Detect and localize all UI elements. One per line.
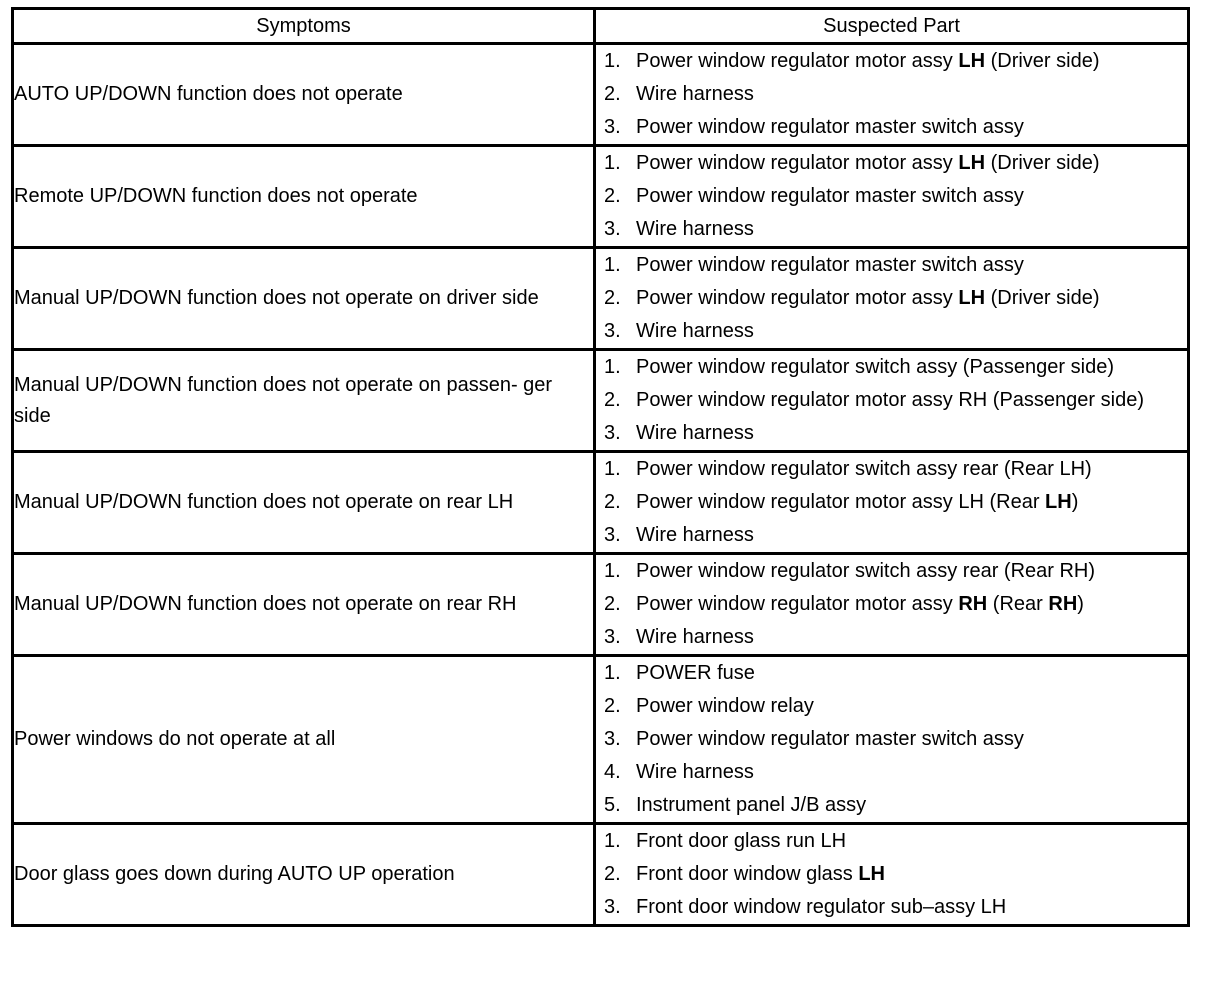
suspected-part-item	[604, 417, 1179, 450]
suspected-part-item	[604, 45, 1179, 78]
table-row	[13, 554, 1189, 656]
item-text-segment: Power window regulator motor assy RH (Passenger side)	[636, 389, 1144, 411]
item-text-segment: Wire harness	[636, 761, 754, 783]
item-number: 2.	[604, 287, 621, 309]
item-text-segment: )	[1071, 491, 1079, 513]
item-text	[636, 417, 1179, 450]
item-number: 1.	[604, 458, 621, 480]
item-text	[636, 825, 1179, 858]
suspected-part-item	[604, 78, 1179, 111]
item-number: 2.	[604, 695, 621, 717]
table-row	[13, 146, 1189, 248]
symptom-cell: AUTO UP/DOWN function does not operate	[13, 44, 595, 146]
item-number: 2.	[604, 185, 621, 207]
item-text	[636, 384, 1179, 417]
item-text-segment: Wire harness	[636, 626, 754, 648]
suspected-part-cell	[595, 656, 1189, 824]
item-text-segment: Wire harness	[636, 218, 754, 240]
table-row	[13, 656, 1189, 824]
suspected-part-item	[604, 486, 1179, 519]
suspected-part-item	[604, 621, 1179, 654]
item-text-bold-segment: LH	[1045, 491, 1072, 513]
item-number: 3.	[604, 524, 621, 546]
item-number: 1.	[604, 254, 621, 276]
item-text-segment: (Driver side)	[985, 287, 1100, 309]
symptom-cell: Manual UP/DOWN function does not operate on rear RH	[13, 554, 595, 656]
item-number: 1.	[604, 662, 621, 684]
suspected-part-list	[596, 555, 1187, 654]
item-text	[636, 486, 1179, 519]
item-text-segment: Front door glass run LH	[636, 830, 847, 852]
suspected-part-item	[604, 384, 1179, 417]
item-text	[636, 45, 1179, 78]
item-number: 1.	[604, 560, 621, 582]
column-header-suspected-part: Suspected Part	[595, 9, 1189, 44]
item-text	[636, 180, 1179, 213]
item-number: 1.	[604, 356, 621, 378]
item-number: 3.	[604, 896, 621, 918]
item-text	[636, 315, 1179, 348]
table-row	[13, 824, 1189, 926]
item-number: 3.	[604, 320, 621, 342]
suspected-part-list	[596, 657, 1187, 822]
suspected-part-list	[596, 351, 1187, 450]
item-text-segment: Wire harness	[636, 524, 754, 546]
symptom-cell: Manual UP/DOWN function does not operate on rear LH	[13, 452, 595, 554]
symptom-cell: Door glass goes down during AUTO UP operation	[13, 824, 595, 926]
item-text-segment: Power window regulator motor assy	[636, 152, 959, 174]
item-text-segment: Power window regulator switch assy (Passenger side)	[636, 356, 1114, 378]
item-text-segment: Power window regulator master switch assy	[636, 254, 1024, 276]
item-text-bold-segment: RH	[1048, 593, 1078, 615]
symptom-cell: Power windows do not operate at all	[13, 656, 595, 824]
suspected-part-item	[604, 657, 1179, 690]
table-row	[13, 350, 1189, 452]
item-number: 3.	[604, 116, 621, 138]
item-number: 2.	[604, 491, 621, 513]
item-number: 2.	[604, 83, 621, 105]
suspected-part-cell	[595, 350, 1189, 452]
suspected-part-item	[604, 789, 1179, 822]
item-text	[636, 657, 1179, 690]
item-text-segment: (Driver side)	[985, 50, 1100, 72]
item-text	[636, 858, 1179, 891]
header-row	[13, 9, 1189, 44]
item-text-bold-segment: LH	[958, 152, 986, 174]
suspected-part-item	[604, 588, 1179, 621]
suspected-part-list	[596, 45, 1187, 144]
suspected-part-list	[596, 249, 1187, 348]
item-text-segment: Power window regulator master switch assy	[636, 116, 1024, 138]
item-text-segment: Power window regulator switch assy rear (Rear RH)	[636, 560, 1096, 582]
symptom-cell: Remote UP/DOWN function does not operate	[13, 146, 595, 248]
item-number: 5.	[604, 794, 621, 816]
item-text-segment: Front door window glass	[636, 863, 859, 885]
item-text	[636, 213, 1179, 246]
suspected-part-item	[604, 555, 1179, 588]
item-text-segment: (Driver side)	[985, 152, 1100, 174]
suspected-part-cell	[595, 248, 1189, 350]
item-text	[636, 453, 1179, 486]
suspected-part-cell	[595, 824, 1189, 926]
item-text-segment: )	[1077, 593, 1084, 615]
item-text-segment: Power window regulator motor assy LH (Rear	[636, 491, 1046, 513]
suspected-part-item	[604, 111, 1179, 144]
item-text-segment: Power window relay	[636, 695, 814, 717]
item-text	[636, 351, 1179, 384]
item-text	[636, 249, 1179, 282]
suspected-part-item	[604, 519, 1179, 552]
item-text-segment: Power window regulator motor assy	[636, 593, 959, 615]
suspected-part-list	[596, 147, 1187, 246]
item-text	[636, 789, 1179, 822]
symptom-cell: Manual UP/DOWN function does not operate on driver side	[13, 248, 595, 350]
suspected-part-cell	[595, 554, 1189, 656]
item-number: 2.	[604, 389, 621, 411]
item-number: 3.	[604, 422, 621, 444]
item-text-bold-segment: LH	[958, 287, 986, 309]
item-text-segment: POWER fuse	[636, 662, 755, 684]
suspected-part-item	[604, 858, 1179, 891]
column-header-symptoms: Symptoms	[13, 9, 595, 44]
item-text-segment: Wire harness	[636, 83, 754, 105]
item-number: 3.	[604, 218, 621, 240]
item-text-segment: Power window regulator master switch assy	[636, 185, 1024, 207]
item-number: 1.	[604, 50, 621, 72]
item-number: 4.	[604, 761, 621, 783]
suspected-part-item	[604, 315, 1179, 348]
suspected-part-item	[604, 213, 1179, 246]
table-row	[13, 44, 1189, 146]
item-number: 2.	[604, 593, 621, 615]
suspected-part-item	[604, 282, 1179, 315]
item-text-segment: Instrument panel J/B assy	[636, 794, 867, 816]
suspected-part-cell	[595, 146, 1189, 248]
suspected-part-item	[604, 147, 1179, 180]
item-number: 3.	[604, 728, 621, 750]
item-text	[636, 621, 1179, 654]
suspected-part-item	[604, 891, 1179, 924]
item-text	[636, 147, 1179, 180]
suspected-part-item	[604, 249, 1179, 282]
item-text-segment: Wire harness	[636, 320, 754, 342]
suspected-part-list	[596, 825, 1187, 924]
troubleshooting-table	[11, 7, 1190, 927]
suspected-part-item	[604, 180, 1179, 213]
item-number: 1.	[604, 830, 621, 852]
suspected-part-cell	[595, 44, 1189, 146]
item-text	[636, 282, 1179, 315]
item-text-segment: Front door window regulator sub–assy LH	[636, 896, 1007, 918]
item-text	[636, 690, 1179, 723]
item-text	[636, 78, 1179, 111]
item-number: 3.	[604, 626, 621, 648]
suspected-part-item	[604, 453, 1179, 486]
item-text	[636, 723, 1179, 756]
symptom-cell: Manual UP/DOWN function does not operate on passen- ger side	[13, 350, 595, 452]
suspected-part-item	[604, 756, 1179, 789]
table-row	[13, 248, 1189, 350]
item-text	[636, 111, 1179, 144]
item-number: 2.	[604, 863, 621, 885]
item-text-segment: Power window regulator switch assy rear (Rear LH)	[636, 458, 1092, 480]
item-text-bold-segment: RH	[958, 593, 988, 615]
item-text-segment: Power window regulator motor assy	[636, 50, 959, 72]
item-text	[636, 555, 1179, 588]
item-text-segment: Power window regulator motor assy	[636, 287, 959, 309]
suspected-part-list	[596, 453, 1187, 552]
suspected-part-item	[604, 351, 1179, 384]
suspected-part-cell	[595, 452, 1189, 554]
table-row	[13, 452, 1189, 554]
suspected-part-item	[604, 825, 1179, 858]
item-text	[636, 891, 1179, 924]
item-text	[636, 519, 1179, 552]
table-body	[13, 44, 1189, 926]
item-number: 1.	[604, 152, 621, 174]
item-text-bold-segment: LH	[858, 863, 885, 885]
item-text-bold-segment: LH	[958, 50, 986, 72]
item-text	[636, 588, 1179, 621]
item-text-segment: Power window regulator master switch assy	[636, 728, 1024, 750]
suspected-part-item	[604, 690, 1179, 723]
item-text-segment: Wire harness	[636, 422, 754, 444]
item-text	[636, 756, 1179, 789]
item-text-segment: (Rear	[987, 593, 1049, 615]
suspected-part-item	[604, 723, 1179, 756]
